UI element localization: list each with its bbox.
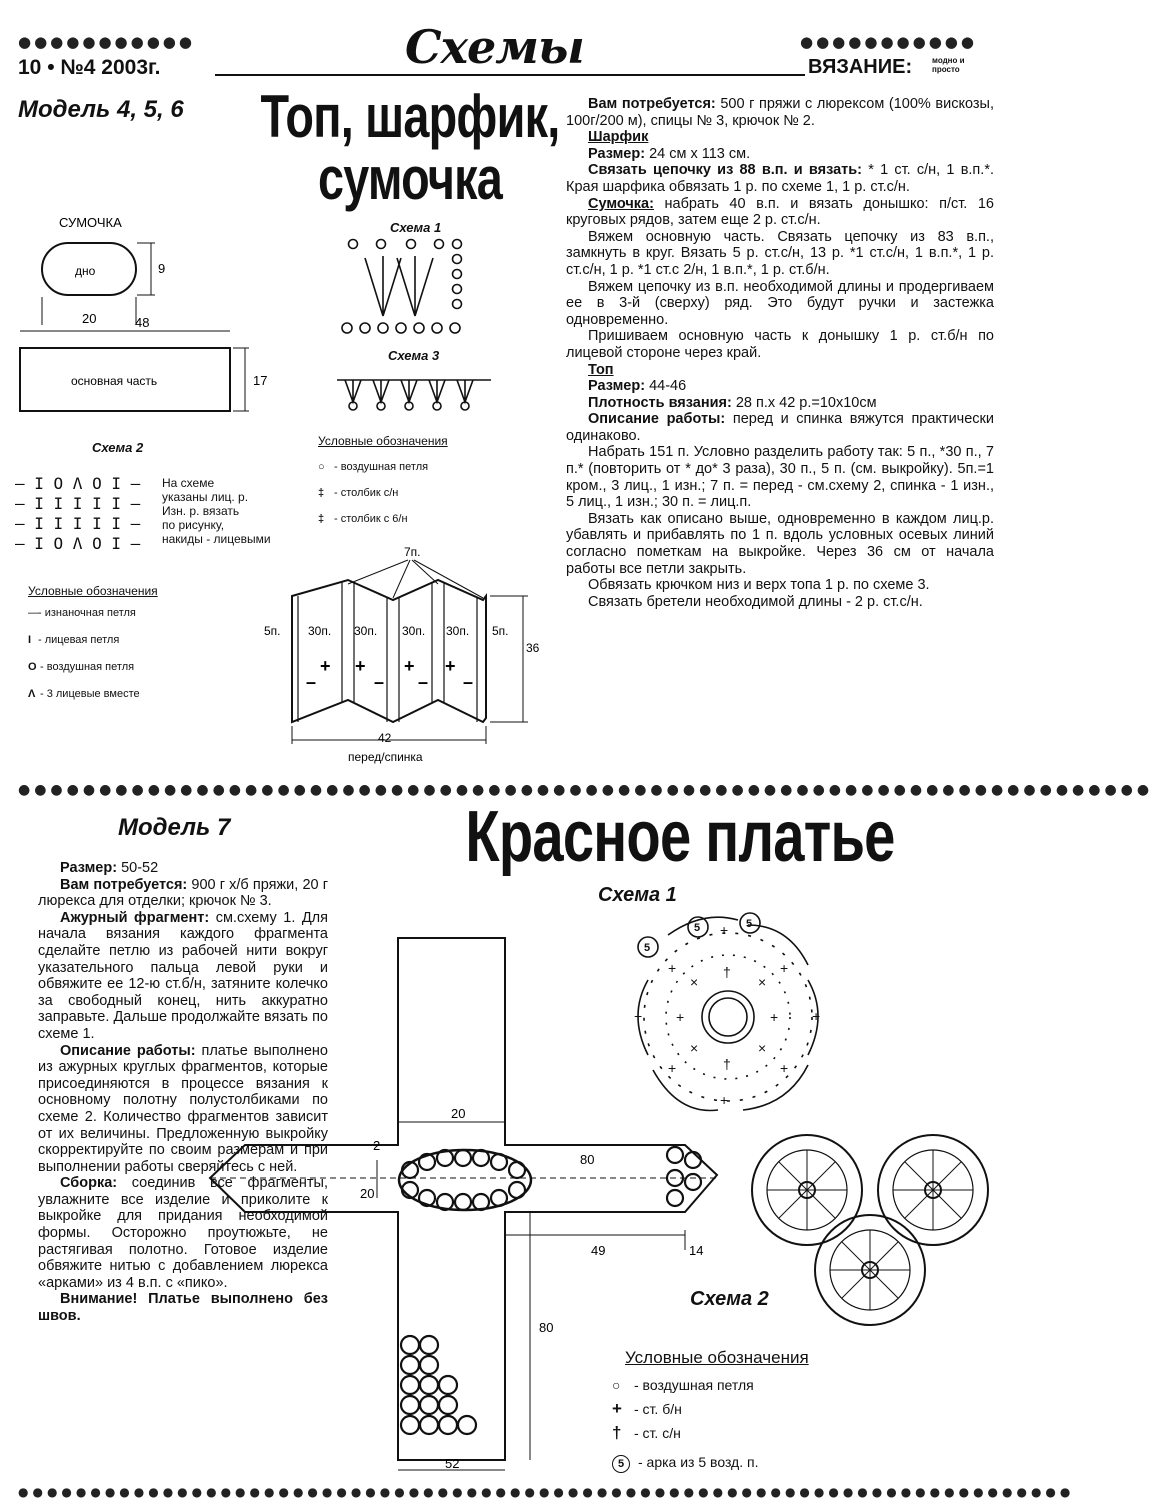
schema2-row: — I O Λ O I — bbox=[15, 534, 141, 553]
pattern-height: 36 bbox=[526, 641, 540, 655]
schema2-row: — I O Λ O I — bbox=[15, 474, 141, 493]
bottom-divider: ●●●●●●●●●●●●●●●●●●●●●●●●●●●●●●●●●●●●●●●●●●●●●●●●●●●●●●●●●●●●●●●●●●●●●●●●● bbox=[18, 1485, 1075, 1499]
chain-stitch-icon: O bbox=[28, 661, 37, 673]
pattern-col-0: 5п. bbox=[264, 624, 281, 638]
pattern-col-5: 5п. bbox=[492, 624, 509, 638]
single-crochet-icon: + bbox=[612, 1399, 622, 1418]
svg-text:+: + bbox=[404, 656, 415, 676]
warning-text: Внимание! Платье выполнено без швов. bbox=[38, 1291, 328, 1325]
dress-req: 900 г х/б пряжи, 20 г люрекса для отделки; крючок № 3. bbox=[38, 876, 328, 910]
bag-bottom-label: дно bbox=[75, 264, 96, 278]
chain-stitch-icon: ○ bbox=[318, 461, 325, 473]
pattern-col-2: 30п. bbox=[354, 624, 378, 638]
legend-item: - воздушная петля bbox=[634, 1377, 754, 1393]
svg-text:×: × bbox=[690, 1040, 699, 1056]
bag-text-3: Вяжем цепочку из в.п. необходимой длины и продергиваем ее в 3-й (сверху) ряд. Это будут ручки и застежка одновременно. bbox=[566, 278, 994, 328]
svg-text:+: + bbox=[668, 1060, 677, 1076]
knit-stitch-icon: I bbox=[28, 634, 32, 646]
svg-text:+: + bbox=[812, 1008, 821, 1024]
instructions-top bbox=[566, 96, 994, 610]
schema2-note-line: накиды - лицевыми bbox=[162, 532, 271, 546]
top-text-1: Набрать 151 п. Условно разделить работу так: 5 п., *30 п., 7 п.* (повторить от * до* 3 раза), 30 п., 5 п. (см. выкройку). 5п.=1 кром., 3 лиц., 1 изн.; 7 п. = перед - см.схему 2, спинка - 1 изн., 5 лиц., 1 изн.; 30 п. = лиц.п. bbox=[566, 444, 994, 511]
density: 28 п.х 42 р.=10х10см bbox=[731, 394, 877, 411]
schema2-note-line: по рисунку, bbox=[162, 518, 225, 532]
density-label: Плотность вязания: bbox=[588, 394, 732, 411]
svg-text:×: × bbox=[690, 974, 699, 990]
frag-text: см.схему 1. Для начала вязания каждого фрагмента сделайте петлю из рабочей нити вокруг указательного пальца левой руки и обвяжите ее 12-ю ст.б/н, затяните колечко за свободный конец, нить аккуратно заправьте. Дальше продолжайте вязать по схеме 1. bbox=[38, 909, 328, 1042]
schema2-note-line: Изн. р. вязать bbox=[162, 504, 240, 518]
bag-total-width: 48 bbox=[135, 315, 150, 330]
motif-spokes bbox=[767, 1150, 973, 1310]
top-size: 44-46 bbox=[645, 378, 687, 395]
top-text-3: Обвязать крючком низ и верх топа 1 р. по схеме 3. bbox=[588, 577, 930, 594]
bag-body-height: 17 bbox=[253, 373, 268, 388]
arc-five-icon: 5 bbox=[612, 1451, 638, 1474]
schema3-label: Схема 3 bbox=[388, 348, 440, 363]
motif-stitches bbox=[634, 922, 820, 1108]
model-label-7: Модель 7 bbox=[118, 814, 231, 841]
pattern-col-4: 30п. bbox=[446, 624, 470, 638]
model-label-456: Модель 4, 5, 6 bbox=[18, 96, 184, 123]
req-label: Вам потребуется: bbox=[588, 96, 716, 112]
arc-five-label: 5 bbox=[694, 922, 701, 934]
svg-text:+: + bbox=[634, 1008, 643, 1024]
dress-legend-title: Условные обозначения bbox=[625, 1348, 809, 1367]
schema1-diagram bbox=[335, 232, 475, 342]
schema2-row: — I I I I I — bbox=[15, 514, 141, 533]
svg-text:+: + bbox=[355, 656, 366, 676]
dress-cuff: 14 bbox=[689, 1243, 704, 1258]
pattern-caption: перед/спинка bbox=[348, 750, 423, 764]
bag-bottom-width: 20 bbox=[82, 311, 97, 326]
bag-text-2: Вяжем основную часть. Связать цепочку из 83 в.п., замкнуть в круг. Вязать 5 р. ст.с/н, 13 р. *1 ст.с/н, 1 в.п.*, 1 р. ст.с/н, 1 р. *1 ст.с 2/н, 1 в.п.*, 1 р. ст.б/н. bbox=[566, 228, 994, 278]
legend-item: - 3 лицевые вместе bbox=[40, 688, 140, 700]
svg-text:†: † bbox=[723, 964, 731, 980]
bag-bottom-height: 9 bbox=[158, 261, 166, 276]
svg-text:+: + bbox=[668, 960, 677, 976]
legend-item: - арка из 5 возд. п. bbox=[638, 1454, 759, 1470]
header-rule bbox=[215, 74, 805, 76]
dress-half: 49 bbox=[591, 1243, 606, 1258]
legend-left bbox=[28, 600, 140, 708]
assembly-text: соединив все фрагменты, увлажните все изделие и приколите к выкройке для придания необходимой формы. Осторожно проутюжьте, не растягивая полотно. Готовое изделие обвяжите нитью с добавлением люрекса «арками» из 4 в.п. с «пико». bbox=[38, 1175, 328, 1291]
motif-diagram bbox=[608, 905, 823, 1130]
svg-text:+: + bbox=[320, 656, 331, 676]
dress-schema2-label: Схема 2 bbox=[690, 1288, 769, 1310]
pattern-top-label: 7п. bbox=[404, 545, 421, 559]
magazine-name: ВЯЗАНИЕ: bbox=[808, 56, 913, 78]
dress-sleeve: 80 bbox=[580, 1152, 595, 1167]
svg-text:+: + bbox=[445, 656, 456, 676]
legend-item: - столбик с/н bbox=[334, 487, 399, 499]
top-text-4: Связать бретели необходимой длины - 2 р. ст.с/н. bbox=[588, 593, 923, 610]
dress-req-label: Вам потребуется: bbox=[60, 876, 188, 893]
magazine-subtitle: модно и просто bbox=[932, 56, 965, 74]
legend-item: - изнаночная петля bbox=[38, 607, 136, 619]
svg-text:+: + bbox=[720, 1092, 729, 1108]
dress-hem: 52 bbox=[445, 1456, 460, 1471]
svg-text:×: × bbox=[758, 1040, 767, 1056]
section-divider: ●●●●●●●●●●●●●●●●●●●●●●●●●●●●●●●●●●●●●●●●●●●●●●●●●●●●●●●●●●●●●●●●●●●●●● bbox=[18, 782, 1153, 798]
dress-offset: 2 bbox=[373, 1138, 381, 1153]
svg-text:†: † bbox=[723, 1056, 731, 1072]
arc-five-label: 5 bbox=[644, 942, 651, 954]
scarf-size-label: Размер: bbox=[588, 145, 646, 162]
bag-heading: Сумочка: bbox=[588, 195, 654, 212]
assembly-label: Сборка: bbox=[60, 1175, 118, 1192]
frag-label: Ажурный фрагмент: bbox=[60, 909, 210, 926]
legend-left-title: Условные обозначения bbox=[28, 584, 158, 598]
dress-neck-width: 20 bbox=[451, 1106, 466, 1121]
legend-item: - воздушная петля bbox=[40, 661, 135, 673]
desc: перед и спинка вяжутся практически одинаково. bbox=[566, 411, 994, 444]
pattern-col-1: 30п. bbox=[308, 624, 332, 638]
double-crochet-icon: † bbox=[612, 1423, 622, 1442]
svg-text:+: + bbox=[780, 1060, 789, 1076]
bag-text-1: набрать 40 в.п. и вязать донышко: п/ст. 16 круговых рядов, затем еще 2 р. ст.с/н. bbox=[566, 195, 994, 229]
desc-label: Описание работы: bbox=[588, 411, 726, 428]
legend-item: - столбик с 6/н bbox=[334, 513, 408, 525]
legend-item: - ст. б/н bbox=[634, 1401, 682, 1417]
scarf-size: 24 см х 113 см. bbox=[645, 145, 751, 162]
svg-text:+: + bbox=[720, 922, 729, 938]
scarf-chain-label: Связать цепочку из 88 в.п. и вязать: bbox=[588, 162, 863, 179]
header-dots-right: ●●●●●●●●●●● bbox=[800, 33, 977, 51]
pattern-width: 42 bbox=[378, 731, 392, 745]
scarf-chain: * 1 ст. с/н, 1 в.п.*. Края шарфика обвязать 1 р. по схеме 1, 1 р. ст.с/н. bbox=[566, 162, 994, 195]
dress-legend bbox=[612, 1374, 758, 1474]
title-red-dress: Красное платье bbox=[465, 797, 895, 877]
pattern-col-3: 30п. bbox=[402, 624, 426, 638]
bag-text-4: Пришиваем основную часть к донышку 1 р. ст.б/н по лицевой стороне через край. bbox=[566, 328, 994, 361]
svg-text:+: + bbox=[780, 960, 789, 976]
legend-mid-title: Условные обозначения bbox=[318, 434, 448, 448]
schema2-row: — I I I I I — bbox=[15, 494, 141, 513]
schema2-label-top: Схема 2 bbox=[92, 440, 144, 455]
dress-desc: платье выполнено из ажурных круглых фрагментов, которые присоединяются в процессе вязания к основному полотну полустолбиками по схеме 2. Количество фрагментов зависит от их величины. Предложенную выкройку скорректируйте по своим размерам и при выполнении работы сверяйтесь с ней. bbox=[38, 1042, 328, 1175]
title-top-scarf-bag bbox=[246, 83, 574, 212]
chain-stitch-icon: ○ bbox=[612, 1377, 621, 1393]
top-text-2: Вязать как описано выше, одновременно в каждом лиц.р. убавлять и прибавлять по 1 п. вдоль условных осевых линий согласно пометкам на выкройке. Через 36 см от начала работы все петли закрыть. bbox=[566, 510, 994, 577]
svg-text:–: – bbox=[374, 672, 385, 692]
dress-size-label: Размер: bbox=[60, 860, 118, 876]
svg-text:–: – bbox=[306, 672, 317, 692]
bag-body-label: основная часть bbox=[71, 374, 158, 388]
svg-text:+: + bbox=[770, 1009, 779, 1025]
legend-mid bbox=[318, 454, 428, 532]
motifs-join-diagram bbox=[745, 1130, 1000, 1330]
schema3-diagram bbox=[335, 372, 495, 416]
top-heading: Топ bbox=[588, 361, 614, 378]
treble-crochet-icon: ‡ bbox=[318, 513, 325, 525]
schema2-note-line: На схеме bbox=[162, 476, 215, 490]
svg-text:–: – bbox=[463, 672, 474, 692]
legend-item: - лицевая петля bbox=[38, 634, 120, 646]
arc-five-label: 5 bbox=[746, 918, 753, 930]
schema2-grid bbox=[15, 474, 140, 554]
svg-text:–: – bbox=[418, 672, 429, 692]
svg-text:×: × bbox=[758, 974, 767, 990]
bag-diagram bbox=[15, 205, 305, 425]
title-line-1: Топ, шарфик, bbox=[260, 83, 560, 150]
dress-schema1-label: Схема 1 bbox=[598, 884, 677, 906]
three-together-icon: Λ bbox=[28, 688, 36, 700]
dress-length: 80 bbox=[539, 1320, 554, 1335]
purl-stitch-icon: — bbox=[28, 607, 39, 619]
header-dots-left: ●●●●●●●●●●● bbox=[18, 33, 195, 51]
legend-item: - ст. с/н bbox=[634, 1425, 681, 1441]
schema2-note-line: указаны лиц. р. bbox=[162, 490, 249, 504]
bag-title: СУМОЧКА bbox=[59, 215, 122, 230]
top-pattern-diagram bbox=[258, 540, 558, 765]
pattern-marks bbox=[306, 656, 473, 692]
svg-text:+: + bbox=[676, 1009, 685, 1025]
schema1-label-top: Схема 1 bbox=[390, 220, 442, 235]
title-line-2: сумочка bbox=[317, 145, 503, 212]
top-size-label: Размер: bbox=[588, 378, 646, 395]
dress-desc-label: Описание работы: bbox=[60, 1042, 196, 1059]
dress-neck-height: 20 bbox=[360, 1186, 375, 1201]
section-title: Схемы bbox=[405, 20, 584, 74]
legend-item: - воздушная петля bbox=[334, 461, 429, 473]
dress-size: 50-52 bbox=[117, 860, 159, 876]
schema2-note bbox=[162, 476, 271, 546]
page-issue: 10 • №4 2003г. bbox=[18, 56, 161, 79]
req-text: 500 г пряжи с люрексом (100% вискозы, 100г/200 м), спицы № 3, крючок № 2. bbox=[566, 96, 994, 129]
double-crochet-icon: ‡ bbox=[318, 487, 325, 499]
scarf-heading: Шарфик bbox=[588, 129, 649, 146]
